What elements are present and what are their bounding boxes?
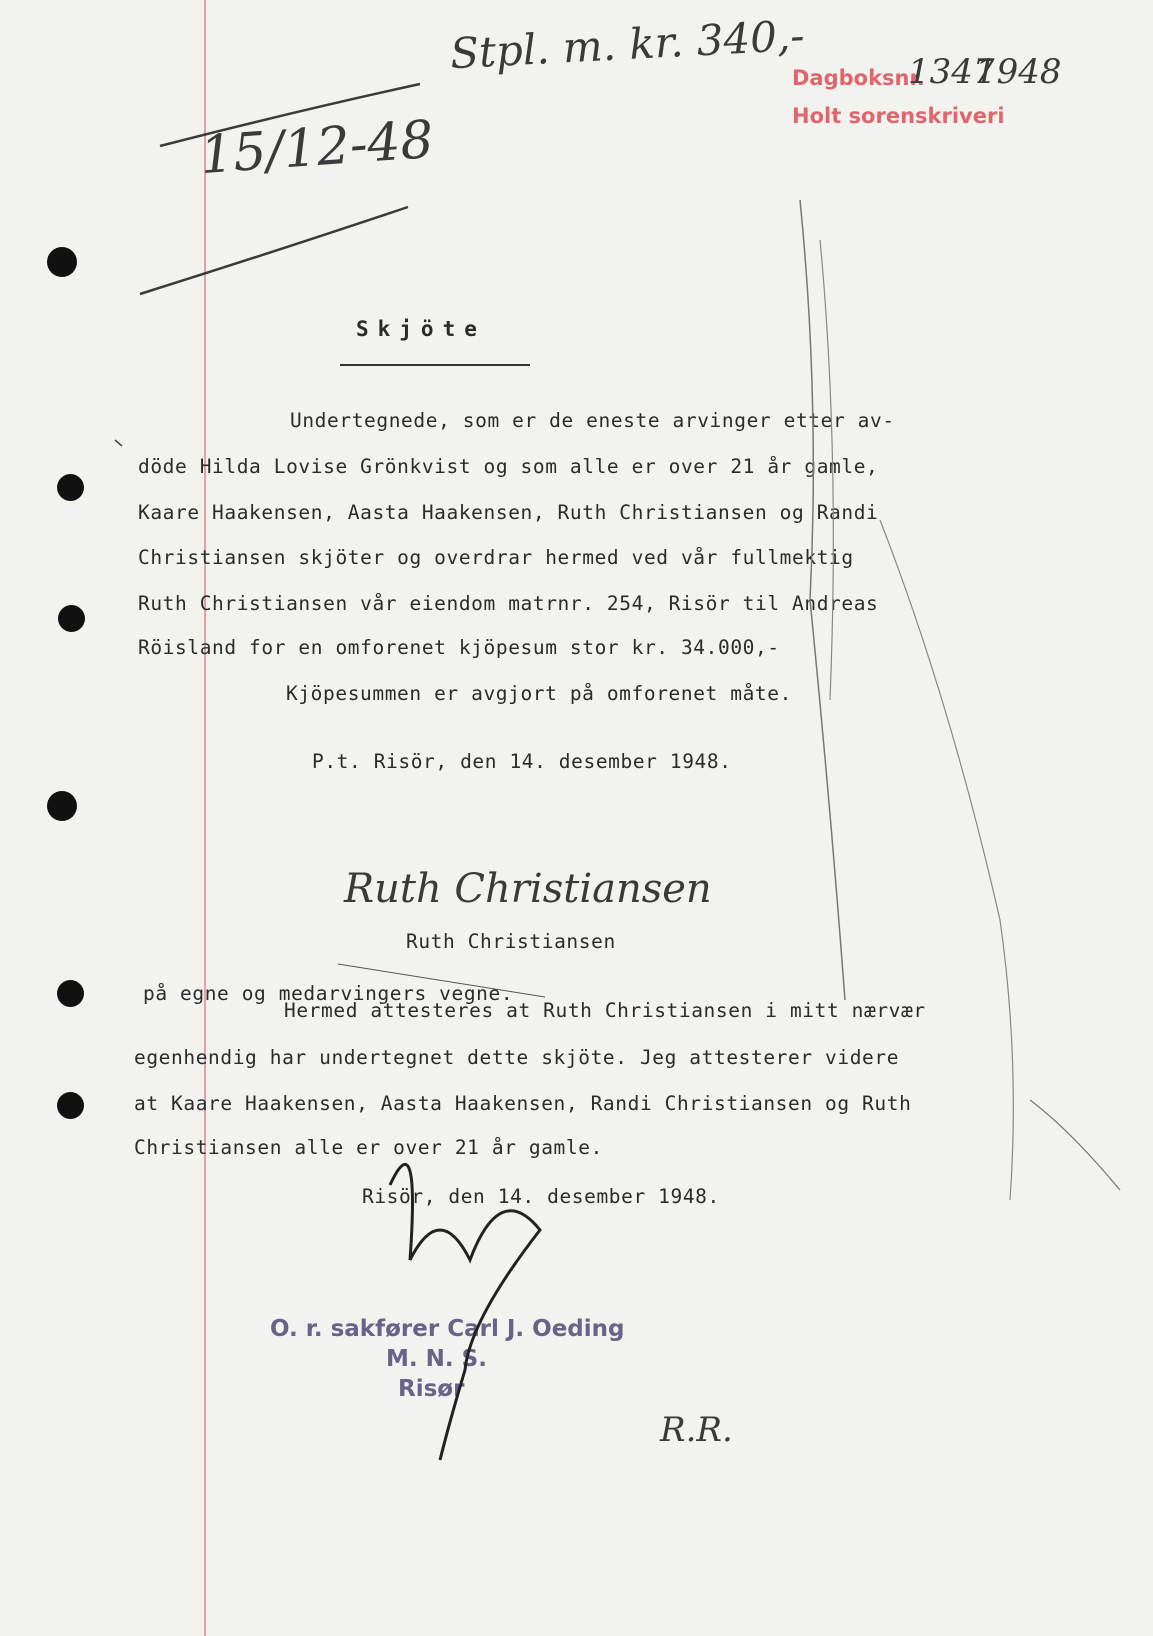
body-line: Christiansen skjöter og overdrar hermed ved vår fullmektig	[138, 546, 854, 569]
place-date: P.t. Risör, den 14. desember 1948.	[312, 750, 732, 773]
lawyer-stamp-line2: M. N. S.	[386, 1346, 487, 1372]
attest-line: Hermed attesteres at Ruth Christiansen i mitt nærvær	[284, 999, 926, 1022]
body-line: Röisland for en omforenet kjöpesum stor kr. 34.000,-	[138, 636, 780, 659]
stamp-number: 1347	[908, 52, 995, 92]
handwritten-date: 15/12-48	[198, 109, 436, 187]
body-line: döde Hilda Lovise Grönkvist og som alle er over 21 år gamle,	[138, 455, 879, 478]
body-line: Kaare Haakensen, Aasta Haakensen, Ruth Christiansen og Randi	[138, 501, 879, 524]
signature-name: Ruth Christiansen	[406, 930, 616, 953]
lawyer-stamp-line3: Risør	[398, 1376, 465, 1402]
handwritten-fee: Stpl. m. kr. 340,-	[448, 10, 806, 79]
attest-place-date: Risör, den 14. desember 1948.	[362, 1185, 720, 1208]
stamp-year: 1948	[975, 52, 1062, 92]
attest-line: Christiansen alle er over 21 år gamle.	[134, 1136, 603, 1159]
signature-ruth: Ruth Christiansen	[344, 866, 712, 912]
document-title: Skjöte	[356, 317, 486, 341]
body-line: Undertegnede, som er de eneste arvinger etter av-	[290, 409, 895, 432]
attest-line: egenhendig har undertegnet dette skjöte. Jeg attesterer videre	[134, 1046, 900, 1069]
on-behalf-line: på egne og medarvingers vegne.	[143, 982, 514, 1005]
registry-stamp-line2: Holt sorenskriveri	[792, 104, 1005, 128]
attest-line: at Kaare Haakensen, Aasta Haakensen, Randi Christiansen og Ruth	[134, 1092, 912, 1115]
body-line: Ruth Christiansen vår eiendom matrnr. 254, Risör til Andreas	[138, 592, 879, 615]
lawyer-stamp-line1: O. r. sakfører Carl J. Oeding	[270, 1316, 625, 1342]
stamp-label: Dagboksnr.	[792, 66, 925, 90]
payment-line: Kjöpesummen er avgjort på omforenet måte.	[286, 682, 792, 705]
handwritten-initials: R.R.	[660, 1410, 733, 1450]
